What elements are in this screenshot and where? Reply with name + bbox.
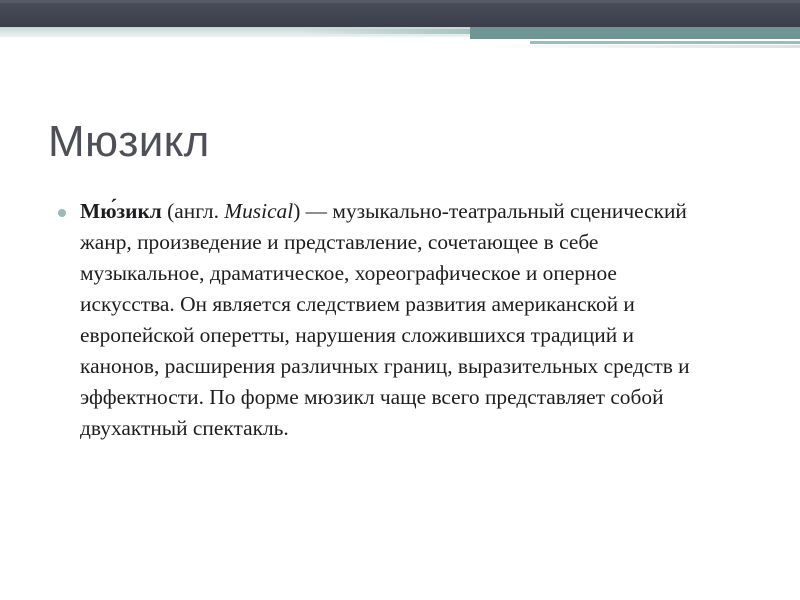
- header-banner-teal-strip: [470, 27, 800, 39]
- header-banner-light-bar: [475, 45, 800, 48]
- english-term: Musical: [224, 199, 294, 223]
- header-banner-shadow: [0, 35, 470, 38]
- text-open: (англ.: [161, 199, 225, 223]
- header-banner-dark: [0, 0, 800, 27]
- term-part-2: зикл: [116, 199, 162, 223]
- slide-title: Мюзикл: [48, 117, 210, 166]
- bullet-item: [58, 196, 718, 444]
- bullet-text: [80, 196, 705, 444]
- slide-body: [58, 196, 718, 444]
- definition-text: ) — музыкально-театральный сценический жанр, произведение и представление, сочетающее в себе музыкальное, драматическое, хореографическое и оперное искусства. Он является следствием развития американской и европейской оперетты, нарушения сложившихся традиций и канонов, расширения различных границ, выразительных средств и эффектности. По форме мюзикл чаще всего представляет собой двухактный спектакль.: [80, 199, 690, 440]
- header-banner-teal-thin: [530, 41, 800, 44]
- term-part-1: Мю: [80, 199, 117, 223]
- bullet-dot-icon: [58, 209, 66, 217]
- header-banner-fade: [300, 29, 470, 34]
